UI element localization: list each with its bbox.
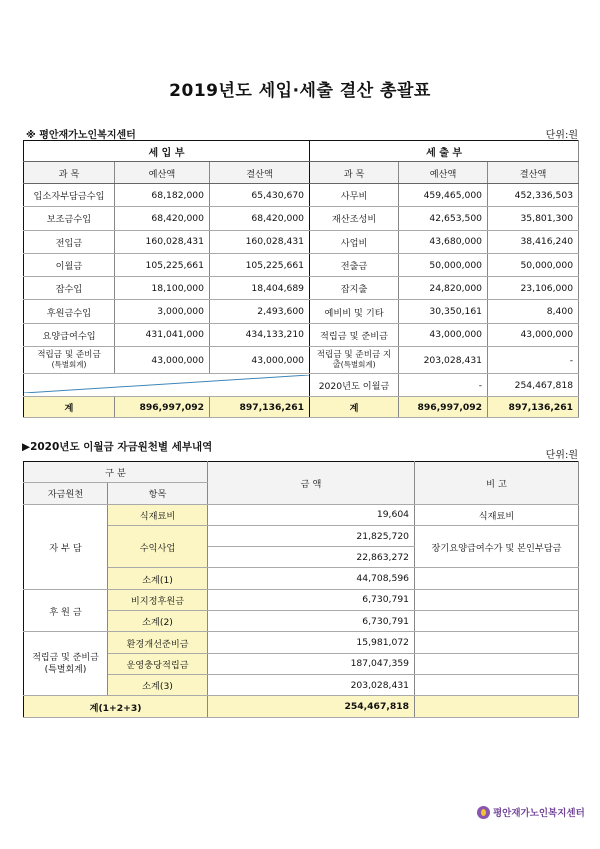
diagonal-blank-cell xyxy=(24,374,310,397)
table-row: 수익사업 21,825,720 장기요양급여수가 및 본인부담금 xyxy=(24,525,579,546)
unit-label: 단위:원 xyxy=(545,450,578,461)
total-row: 계(1+2+3) 254,467,818 xyxy=(24,696,579,718)
table-row: 이월금 105,225,661 105,225,661 전출금 50,000,000 50,000,000 xyxy=(24,253,579,276)
table-row: 22,863,272 xyxy=(24,547,579,568)
table-row: 2020년도 이월금 - 254,467,818 xyxy=(24,374,579,397)
subtotal-row: 소계(1) 44,708,596 xyxy=(24,568,579,589)
table-row: 잡수입 18,100,000 18,404,689 잡지출 24,820,000 23,106,000 xyxy=(24,277,579,300)
diagonal-line xyxy=(24,375,309,393)
table-row: 적립금 및 준비금 (특별회계) 43,000,000 43,000,000 적립금 및 준비금 지 출(특별회계) 203,028,431 - xyxy=(24,347,579,374)
col-settled: 결산액 xyxy=(210,162,310,184)
page-title: 2019년도 세입·세출 결산 총괄표 xyxy=(169,81,431,101)
settlement-summary-table xyxy=(23,140,579,418)
table-row: 입소자부담금수입 68,182,000 65,430,670 사무비 459,465,000 452,336,503 xyxy=(24,184,579,207)
section-title: ▶2020년도 이월금 자금원천별 세부내역 xyxy=(22,441,213,453)
total-row: 계 896,997,092 897,136,261 계 896,997,092 897,136,261 xyxy=(24,397,579,418)
col-budget: 예산액 xyxy=(399,162,488,184)
table-row: 운영충당적립금 187,047,359 xyxy=(24,653,579,674)
col-settled: 결산액 xyxy=(488,162,579,184)
expense-header: 세 출 부 xyxy=(310,141,579,162)
logo-icon xyxy=(477,806,490,819)
col-item: 항목 xyxy=(108,483,208,504)
source-cell: 자 부 담 xyxy=(24,504,108,589)
table-row: 적립금 및 준비금 (특별회계) 환경개선준비금 15,981,072 xyxy=(24,632,579,653)
col-category: 구 분 xyxy=(24,462,208,483)
table-row: 요양급여수입 431,041,000 434,133,210 적립금 및 준비금 43,000,000 43,000,000 xyxy=(24,323,579,346)
organization-label: ※ 평안재가노인복지센터 xyxy=(26,130,136,141)
subtotal-row: 소계(3) 203,028,431 xyxy=(24,674,579,695)
carryover-detail-table xyxy=(23,461,579,718)
source-cell: 적립금 및 준비금 (특별회계) xyxy=(24,632,108,696)
organization-logo: 평안재가노인복지센터 xyxy=(477,805,585,819)
income-header: 세 입 부 xyxy=(24,141,310,162)
table-row: 자 부 담 식재료비 19,604 식재료비 xyxy=(24,504,579,525)
col-note: 비 고 xyxy=(415,462,579,505)
table-row: 보조금수입 68,420,000 68,420,000 재산조성비 42,653,500 35,801,300 xyxy=(24,207,579,230)
subtotal-row: 소계(2) 6,730,791 xyxy=(24,611,579,632)
col-budget: 예산액 xyxy=(115,162,210,184)
source-cell: 후 원 금 xyxy=(24,589,108,632)
col-amount: 금 액 xyxy=(208,462,415,505)
table-row: 후 원 금 비지정후원금 6,730,791 xyxy=(24,589,579,610)
unit-label: 단위:원 xyxy=(545,130,578,141)
col-item: 과 목 xyxy=(24,162,115,184)
table-row: 후원금수입 3,000,000 2,493,600 예비비 및 기타 30,350,161 8,400 xyxy=(24,300,579,323)
col-item: 과 목 xyxy=(310,162,399,184)
col-source: 자금원천 xyxy=(24,483,108,504)
table-row: 전입금 160,028,431 160,028,431 사업비 43,680,000 38,416,240 xyxy=(24,230,579,253)
